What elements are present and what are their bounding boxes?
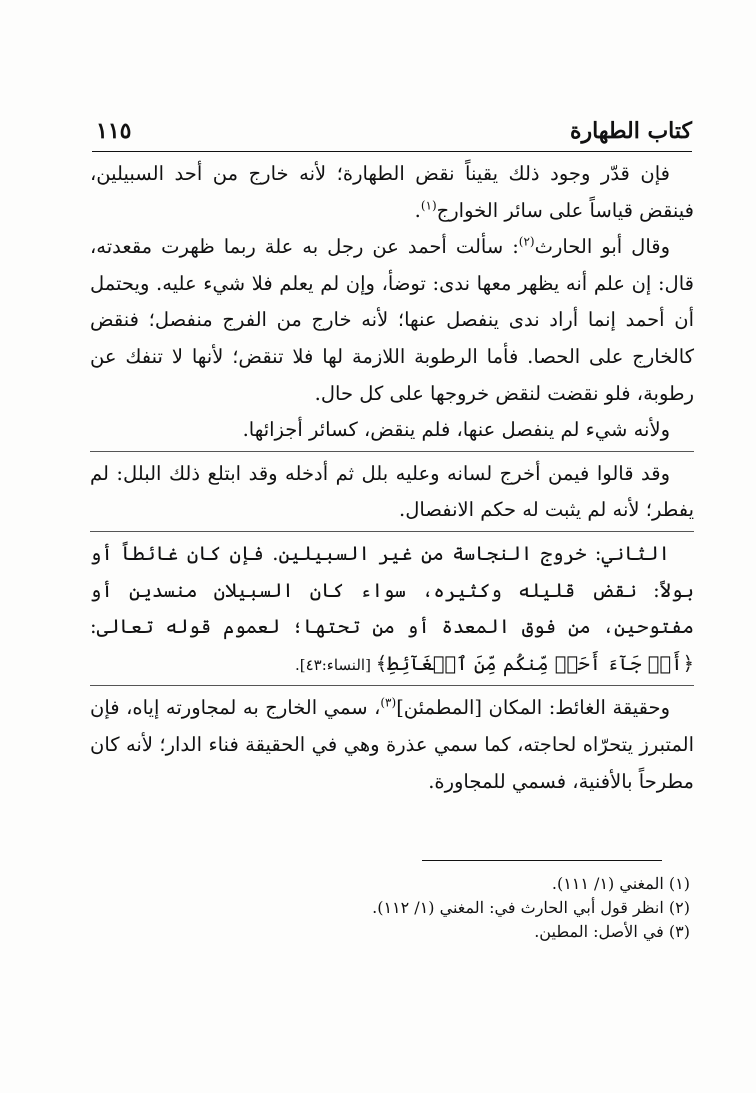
footnote-rule bbox=[422, 860, 662, 861]
page-header bbox=[92, 112, 692, 152]
paragraph-text: وحقيقة الغائط: المكان [المطمئن] bbox=[396, 696, 670, 720]
paragraph-text: الثاني: خروج النجاسة من غير السبيلين. فإن كان غائطاً أو بولاً: نقض قليله وكثيره، سواء كان السبيلان منسدين أو مفتوحين، من فوق المعدة أو من تحتها؛ لعموم قوله تعالى: bbox=[90, 541, 694, 639]
main-text bbox=[90, 156, 694, 800]
paragraph-text: فإن قدّر وجود ذلك يقيناً نقض الطهارة؛ لأنه خارج من أحد السبيلين، فينقض قياساً على سائر الخوارج bbox=[90, 162, 694, 222]
paragraph-6 bbox=[90, 690, 694, 800]
footnote-1: (١) المغني (١/ ١١١). bbox=[551, 874, 690, 893]
quran-verse: ﴿أَوۡ جَآءَ أَحَدٞ مِّنكُم مِّنَ ٱلۡغَآئِطِ﴾ bbox=[375, 651, 694, 675]
footnote-2: (٢) انظر قول أبي الحارث في: المغني (١/ ١١٢). bbox=[372, 898, 690, 917]
paragraph-3 bbox=[90, 412, 694, 449]
paragraph-text: وقال أبو الحارث bbox=[534, 235, 670, 259]
paragraph-1 bbox=[90, 156, 694, 229]
section-divider bbox=[90, 451, 694, 452]
paragraph-4 bbox=[90, 456, 694, 529]
header-rule bbox=[92, 151, 692, 152]
section-divider bbox=[90, 685, 694, 686]
paragraph-text: . bbox=[414, 198, 421, 222]
footnote-marker: (٢) bbox=[518, 234, 535, 249]
footnote-marker: (٣) bbox=[380, 695, 397, 710]
section-divider bbox=[90, 531, 694, 532]
paragraph-2 bbox=[90, 229, 694, 412]
chapter-title: كتاب الطهارة bbox=[569, 118, 692, 144]
paragraph-text: ولأنه شيء لم ينفصل عنها، فلم ينقض، كسائر أجزائها. bbox=[242, 418, 670, 442]
verse-reference: [النساء:٤٣]. bbox=[295, 655, 376, 674]
page-number: ١١٥ bbox=[96, 118, 132, 144]
footnotes bbox=[300, 872, 690, 944]
footnote-marker: (١) bbox=[420, 198, 437, 213]
paragraph-text: وقد قالوا فيمن أخرج لسانه وعليه بلل ثم أدخله وقد ابتلع ذلك البلل: لم يفطر؛ لأنه لم يثبت له حكم الانفصال. bbox=[90, 461, 694, 522]
paragraph-text: ، سمي الخارج به لمجاورته إياه، فإن المتبرز يتحرّاه لحاجته، كما سمي عذرة وهي في الحقيقة فناء الدار؛ لأنه كان مطرحاً بالأفنية، فسمي للمجاورة. bbox=[90, 696, 694, 793]
footnote-3: (٣) في الأصل: المطين. bbox=[534, 922, 690, 941]
paragraph-5 bbox=[90, 536, 694, 683]
paragraph-text: : سألت أحمد عن رجل به علة ربما ظهرت مقعدته، قال: إن علم أنه يظهر معها ندى: توضأ، وإن لم يعلم فلا شيء عليه. ويحتمل أن أحمد إنما أراد ندى ينفصل عنها؛ لأنه خارج من الفرج منفصل؛ فنقض كالخارج على الحصا. فأما الرطوبة اللازمة لها فلا تنقض؛ لأنها لا تنفك عن رطوبة، فلو نقضت لنقض خروجها على كل حال. bbox=[90, 235, 694, 405]
